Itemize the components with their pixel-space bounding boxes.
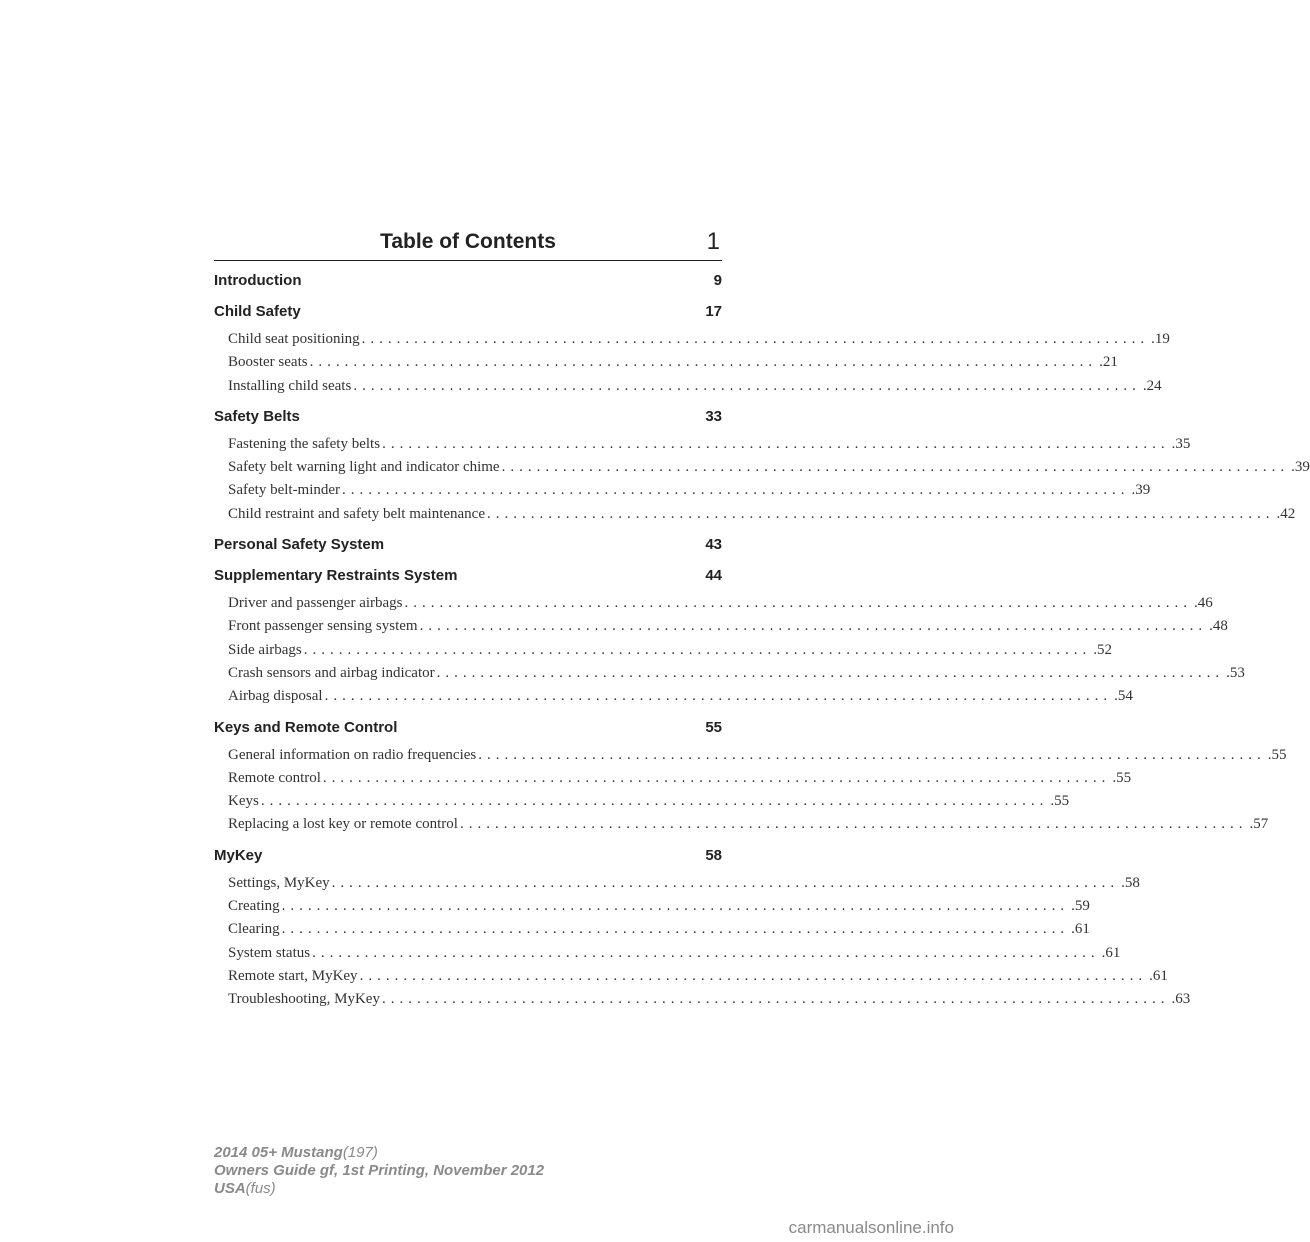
dot-leader: .......................................................................................... bbox=[281, 898, 1070, 915]
toc-entry-page: .46 bbox=[1194, 595, 1213, 612]
toc-entry[interactable] bbox=[214, 790, 1070, 813]
toc-section-page: 17 bbox=[705, 303, 722, 320]
dot-leader: .......................................................................................... bbox=[501, 459, 1290, 476]
dot-leader: .......................................................................................... bbox=[260, 793, 1049, 810]
toc-entry-page: .61 bbox=[1101, 944, 1121, 961]
toc-entry-page: .61 bbox=[1149, 967, 1168, 984]
site-watermark: carmanualsonline.info bbox=[788, 1218, 954, 1237]
toc-section bbox=[214, 405, 1310, 526]
toc-entry[interactable] bbox=[214, 615, 1228, 638]
toc-entry[interactable] bbox=[214, 433, 1191, 456]
toc-entry-label: Booster seats bbox=[228, 354, 308, 371]
toc-entry-page: .59 bbox=[1071, 898, 1090, 915]
page-header bbox=[214, 228, 722, 261]
toc-entry[interactable] bbox=[214, 456, 1310, 479]
dot-leader: .......................................................................................... bbox=[312, 944, 1100, 961]
toc-entry[interactable] bbox=[214, 872, 1140, 895]
footer-market: USA bbox=[214, 1180, 246, 1197]
toc-entry-page: .61 bbox=[1071, 921, 1090, 938]
toc-section-page: 55 bbox=[705, 718, 722, 736]
dot-leader: .......................................................................................... bbox=[459, 816, 1248, 833]
toc-section-page: 58 bbox=[705, 846, 722, 864]
toc-entry-page: .55 bbox=[1267, 746, 1287, 763]
toc-entry[interactable] bbox=[214, 479, 1151, 502]
dot-leader: .......................................................................................... bbox=[281, 921, 1070, 938]
dot-leader: .......................................................................................... bbox=[436, 664, 1225, 681]
toc-entry-label: Safety belt warning light and indicator chime bbox=[228, 459, 500, 476]
dot-leader: .......................................................................................... bbox=[359, 967, 1148, 984]
toc-section-page: 33 bbox=[705, 407, 722, 425]
toc-entry-label: Child seat positioning bbox=[228, 331, 360, 347]
toc-section bbox=[214, 269, 722, 293]
footer-line-1 bbox=[214, 1144, 544, 1162]
dot-leader: .......................................................................................... bbox=[322, 769, 1111, 786]
footer-line-3 bbox=[214, 1180, 544, 1198]
toc-entry-list bbox=[214, 592, 1245, 708]
toc-entry-list bbox=[214, 433, 1310, 526]
toc-section-title: Supplementary Restraints System bbox=[214, 567, 458, 585]
toc-entry-label: Creating bbox=[228, 898, 280, 915]
toc-entry-label: Crash sensors and airbag indicator bbox=[228, 664, 435, 681]
dot-leader: .......................................................................................... bbox=[342, 482, 1130, 499]
toc-section-title: Child Safety bbox=[214, 303, 301, 320]
footer-model-code: (197) bbox=[342, 1144, 378, 1161]
toc-entry-page: .55 bbox=[1112, 769, 1132, 786]
dot-leader: .......................................................................................... bbox=[331, 874, 1120, 891]
dot-leader: .......................................................................................... bbox=[487, 505, 1275, 522]
toc-entry[interactable] bbox=[214, 942, 1121, 965]
toc-entry-page: .42 bbox=[1276, 505, 1296, 522]
toc-entry-page: .57 bbox=[1249, 816, 1269, 833]
toc-entry[interactable] bbox=[214, 328, 1170, 351]
toc-section-title: Safety Belts bbox=[214, 407, 300, 425]
toc-entry-label: Safety belt-minder bbox=[228, 482, 341, 499]
toc-section-heading[interactable] bbox=[214, 564, 722, 588]
toc-entry[interactable] bbox=[214, 988, 1191, 1011]
toc-entry-label: Settings, MyKey bbox=[228, 874, 330, 891]
toc-section-heading[interactable] bbox=[214, 405, 722, 429]
page-title: Table of Contents bbox=[380, 230, 556, 253]
toc-entry-page: .52 bbox=[1093, 641, 1112, 658]
toc-entry-label: Troubleshooting, MyKey bbox=[228, 991, 380, 1008]
dot-leader: .......................................................................................... bbox=[382, 435, 1170, 452]
toc-entry-page: .63 bbox=[1171, 991, 1191, 1008]
toc-entry-page: .54 bbox=[1114, 688, 1133, 705]
toc-section-title: MyKey bbox=[214, 846, 263, 864]
toc-section-title: Keys and Remote Control bbox=[214, 718, 398, 736]
dot-leader: .......................................................................................... bbox=[381, 991, 1170, 1008]
toc-section bbox=[214, 844, 1191, 1012]
print-footer bbox=[214, 1144, 544, 1198]
toc-section-heading[interactable] bbox=[214, 269, 722, 293]
toc-section-heading[interactable] bbox=[214, 533, 722, 557]
toc-entry[interactable] bbox=[214, 639, 1112, 662]
toc-section bbox=[214, 716, 1287, 837]
toc-entry-label: Replacing a lost key or remote control bbox=[228, 816, 458, 833]
toc-entry-label: Front passenger sensing system bbox=[228, 618, 418, 635]
toc-entry-page: .48 bbox=[1209, 618, 1228, 635]
toc-entry-list bbox=[214, 328, 1170, 398]
toc-section-title: Introduction bbox=[214, 272, 302, 289]
toc-section-heading[interactable] bbox=[214, 716, 722, 740]
dot-leader: .......................................................................................... bbox=[419, 618, 1208, 635]
footer-model: 2014 05+ Mustang bbox=[214, 1144, 343, 1161]
toc-entry[interactable] bbox=[214, 744, 1287, 767]
toc-section bbox=[214, 564, 1245, 708]
toc-section bbox=[214, 533, 722, 557]
toc-section-heading[interactable] bbox=[214, 300, 722, 324]
toc-entry-label: Keys bbox=[228, 793, 259, 810]
page-number: 1 bbox=[706, 228, 720, 255]
toc-entry[interactable] bbox=[214, 503, 1296, 526]
toc-entry-list bbox=[214, 872, 1191, 1012]
toc-entry-page: .55 bbox=[1050, 793, 1070, 810]
toc-entry[interactable] bbox=[214, 767, 1132, 790]
toc-entry[interactable] bbox=[214, 965, 1168, 988]
toc-entry-page: .39 bbox=[1291, 459, 1310, 476]
toc-entry-page: .53 bbox=[1226, 664, 1245, 681]
toc-entry-label: System status bbox=[228, 944, 311, 961]
dot-leader: .......................................................................................... bbox=[353, 377, 1141, 394]
toc-entry-list bbox=[214, 744, 1287, 837]
toc-entry-page: .24 bbox=[1142, 377, 1162, 394]
toc-section-title: Personal Safety System bbox=[214, 536, 385, 554]
toc-entry-label: Installing child seats bbox=[228, 377, 352, 394]
toc-entry-label: Clearing bbox=[228, 921, 280, 938]
dot-leader: .......................................................................................... bbox=[478, 746, 1266, 763]
toc-entry[interactable] bbox=[214, 895, 1090, 918]
toc-entry[interactable] bbox=[214, 813, 1269, 836]
dot-leader: .......................................................................................... bbox=[404, 595, 1193, 612]
toc-section bbox=[214, 300, 1170, 398]
toc-entry[interactable] bbox=[214, 918, 1090, 941]
toc-entry[interactable] bbox=[214, 351, 1118, 374]
toc-entry-label: Driver and passenger airbags bbox=[228, 595, 403, 612]
dot-leader: .......................................................................................... bbox=[324, 688, 1113, 705]
toc-entry-label: Side airbags bbox=[228, 641, 302, 658]
toc-entry-page: .35 bbox=[1171, 435, 1191, 452]
dot-leader: .......................................................................................... bbox=[361, 331, 1150, 347]
toc-entry-label: Remote control bbox=[228, 769, 321, 786]
toc-entry[interactable] bbox=[214, 685, 1133, 708]
dot-leader: .......................................................................................... bbox=[303, 641, 1092, 658]
toc-entry-page: .39 bbox=[1131, 482, 1151, 499]
toc-entry-page: .58 bbox=[1121, 874, 1140, 891]
toc-entry[interactable] bbox=[214, 375, 1162, 398]
footer-market-code: (fus) bbox=[245, 1180, 276, 1197]
toc-section-page: 9 bbox=[713, 272, 722, 289]
toc-section-page: 44 bbox=[705, 567, 722, 585]
toc-entry-page: .21 bbox=[1099, 354, 1118, 371]
toc-entry-label: Fastening the safety belts bbox=[228, 435, 381, 452]
dot-leader: .......................................................................................... bbox=[309, 354, 1098, 371]
toc-entry[interactable] bbox=[214, 592, 1213, 615]
toc-section-page: 43 bbox=[705, 536, 722, 554]
toc-section-heading[interactable] bbox=[214, 844, 722, 868]
toc-entry-label: General information on radio frequencies bbox=[228, 746, 477, 763]
toc-entry-label: Remote start, MyKey bbox=[228, 967, 358, 984]
toc-entry[interactable] bbox=[214, 662, 1245, 685]
footer-line-2: Owners Guide gf, 1st Printing, November 2012 bbox=[214, 1162, 545, 1179]
toc-entry-label: Airbag disposal bbox=[228, 688, 323, 705]
toc-entry-page: .19 bbox=[1151, 331, 1170, 347]
table-of-contents bbox=[214, 269, 1310, 1012]
toc-entry-label: Child restraint and safety belt maintenance bbox=[228, 505, 485, 522]
